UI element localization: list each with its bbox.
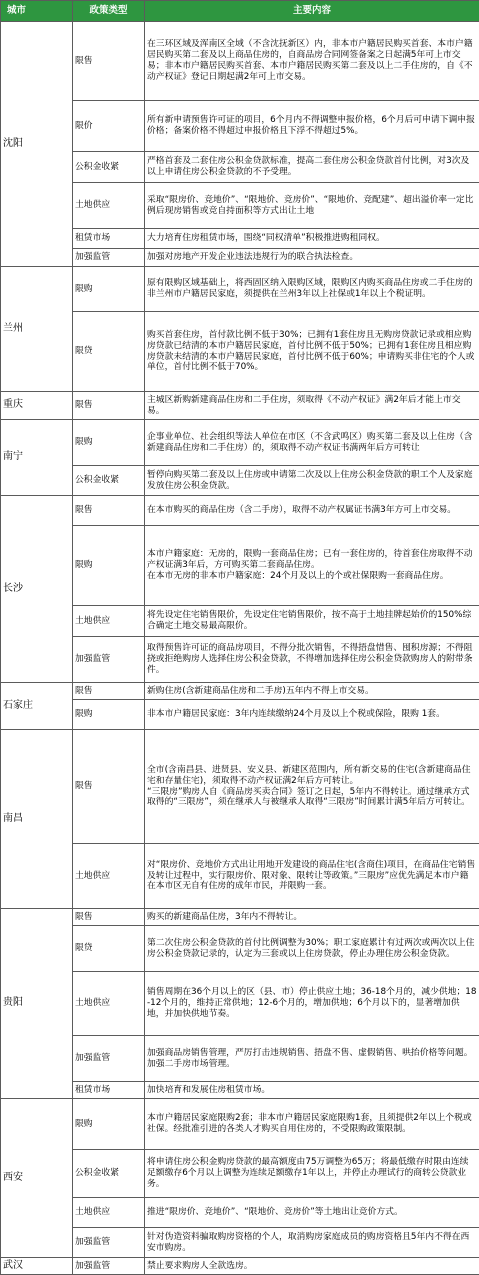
table-row xyxy=(1,152,479,183)
policy-type-cell: 土地供应 xyxy=(73,972,145,1036)
policy-type-cell: 限售 xyxy=(73,909,145,926)
table-row xyxy=(1,1082,479,1099)
policy-type-cell: 限购 xyxy=(73,1099,145,1150)
policy-type-cell: 公积金收紧 xyxy=(73,1150,145,1198)
policy-content-cell xyxy=(145,496,479,526)
policy-text: 将申请住房公积金购房贷款的最高额度由75万调整为65万；将最低缴存时限由连续足额缴存6个月以上调整为连续足额缴存1年以上，并停止办理试行的商转公贷款业务。 xyxy=(147,1157,477,1190)
policy-type-cell: 土地供应 xyxy=(73,844,145,909)
policy-content-cell xyxy=(145,183,479,229)
policy-content-cell xyxy=(145,152,479,183)
policy-text: 大力培育住房租赁市场，围绕“同权清单”积极推进购租同权。 xyxy=(147,233,477,244)
table-row xyxy=(1,1150,479,1198)
table-row xyxy=(1,312,479,392)
header-city: 城市 xyxy=(1,1,73,22)
policy-text: 严格首套及二套住房公积金贷款标准，提高二套住房公积金贷款首付比例，对3次及以上申请住房公积金贷款的不予受理。 xyxy=(147,156,477,178)
table-row xyxy=(1,101,479,152)
table-row xyxy=(1,526,479,606)
policy-text: 在本市购买的商品住房（含二手房），取得不动产权属证书满3年方可上市交易。 xyxy=(147,505,477,516)
policy-content-cell xyxy=(145,1099,479,1150)
policy-text: 推进“限房价、竞地价”、“限地价、竞房价”等土地出让竞价方式。 xyxy=(147,1207,477,1218)
header-main-content: 主要内容 xyxy=(145,1,479,22)
policy-content-cell xyxy=(145,730,479,844)
policy-type-cell: 公积金收紧 xyxy=(73,466,145,496)
table-row xyxy=(1,637,479,683)
policy-type-cell: 加强监管 xyxy=(73,1036,145,1082)
city-cell: 重庆 xyxy=(1,392,73,420)
table-row xyxy=(1,730,479,844)
policy-type-cell: 限购 xyxy=(73,526,145,606)
table-row xyxy=(1,229,479,249)
city-cell: 贵阳 xyxy=(1,909,73,1099)
policy-type-cell: 限购 xyxy=(73,420,145,466)
policy-content-cell xyxy=(145,267,479,312)
policy-text: 禁止要求购房人全款选房。 xyxy=(147,1261,477,1272)
table-row xyxy=(1,683,479,700)
policy-type-cell: 限售 xyxy=(73,392,145,420)
policy-text: 采取“限房价、竞地价”、“限地价、竞房价”、“限地价、竞配建”、超出溢价率一定比例后现房销售或竞自持面积等方式出让土地 xyxy=(147,195,477,217)
policy-type-cell: 限贷 xyxy=(73,926,145,972)
policy-text: 针对伪造资料骗取购房资格的个人，取消购房家庭成员的购房资格且5年内不得在西安市购房。 xyxy=(147,1232,477,1254)
policy-text: 取得预售许可证的商品房项目，不得分批次销售，不得捂盘惜售、囤积房源；不得阻挠或拒绝购房人选择住房公积金贷款，不得增加选择住房公积金贷款购房人的附带条件。 xyxy=(147,643,477,676)
table-row xyxy=(1,844,479,909)
policy-text: 本市户籍居民家庭限购2套；非本市户籍居民家庭限购1套，且须提供2年以上个税或社保。经批准引进的各类人才购买自用住房的，不受限购政策限制。 xyxy=(147,1113,477,1135)
table-row xyxy=(1,700,479,730)
city-cell: 武汉 xyxy=(1,1258,73,1275)
policy-text: 将先设定住宅销售限价，先设定住宅销售限价，按不高于土地挂牌起始价的150%综合确定土地交易最高限价。 xyxy=(147,610,477,632)
policy-content-cell xyxy=(145,972,479,1036)
policy-type-cell: 加强监管 xyxy=(73,1258,145,1275)
policy-text: 购买首套住房，首付款比例不低于30%；已拥有1套住房且无购房贷款记录或相应购房贷款已结清的本市户籍居民家庭，首付比例不低于50%；已拥有1套住房且相应购房贷款未结清的本市户籍居民家庭，首付比例不低于60%；申请购买非住宅的个人或单位，首付比例不低于70%。 xyxy=(147,330,477,374)
policy-text: 第二次住房公积金贷款的首付比例调整为30%；职工家庭累计有过两次或两次以上住房公积金贷款记录的，认定为三套或以上住房贷款，停止办理住房公积金贷款。 xyxy=(147,938,477,960)
policy-text: 购买的新建商品住房，3年内不得转让。 xyxy=(147,912,477,923)
city-cell: 长沙 xyxy=(1,496,73,683)
table-row xyxy=(1,1258,479,1275)
policy-text: 销售周期在36个月以上的区（县、市）停止供应土地；36-18个月的，减少供地；18-12个月的，维持正常供地；12-6个月的，增加供地；6个月以下的，显著增加供地，并加快供地节奏。 xyxy=(147,987,477,1020)
policy-content-cell xyxy=(145,926,479,972)
table-row xyxy=(1,183,479,229)
city-cell: 南宁 xyxy=(1,420,73,496)
city-cell: 南昌 xyxy=(1,730,73,909)
policy-text: 暂停向购买第二套及以上住房或申请第二次及以上住房公积金贷款的职工个人及家庭发放住房公积金贷款。 xyxy=(147,470,477,492)
policy-content-cell xyxy=(145,392,479,420)
policy-content-cell xyxy=(145,526,479,606)
table-header-row xyxy=(1,1,479,22)
table-row xyxy=(1,926,479,972)
table-row xyxy=(1,909,479,926)
policy-type-cell: 租赁市场 xyxy=(73,1082,145,1099)
policy-content-cell xyxy=(145,1198,479,1228)
policy-content-cell xyxy=(145,22,479,101)
table-row xyxy=(1,392,479,420)
policy-content-cell xyxy=(145,1150,479,1198)
policy-type-cell: 加强监管 xyxy=(73,637,145,683)
policy-content-cell xyxy=(145,909,479,926)
policy-text: 对“限房价、竞地价方式出让用地开发建设的商品住宅(含商住)项目，在商品住宅销售及转让过程中，实行限房价、限对象、限转让等政策。”三限房”应优先满足本市户籍在本市区无自有住房的成年市民，并限购一套。 xyxy=(147,860,477,893)
table-row xyxy=(1,606,479,637)
policy-text: 在本市无房的非本市户籍家庭：24个月及以上的个或社保限购一套商品住房。 xyxy=(147,571,477,582)
table-row xyxy=(1,972,479,1036)
policy-type-cell: 限售 xyxy=(73,730,145,844)
policy-type-cell: 限售 xyxy=(73,22,145,101)
policy-content-cell xyxy=(145,1036,479,1082)
policy-content-cell xyxy=(145,1258,479,1275)
policy-text: 主城区新购新建商品住房和二手住房，须取得《不动产权证》满2年后才能上市交易。 xyxy=(147,395,477,417)
city-cell: 石家庄 xyxy=(1,683,73,730)
policy-type-cell: 土地供应 xyxy=(73,606,145,637)
header-policy-type: 政策类型 xyxy=(73,1,145,22)
policy-type-cell: 土地供应 xyxy=(73,183,145,229)
policy-text: 在三环区域及浑南区全域（不含沈抚新区）内，非本市户籍居民购买首套、本市户籍居民购买第二套及以上商品住房的，自商品房合同网签备案之日起满5年可上市交易；非本市户籍居民购买首套、本市户籍居民购买第二套及以上二手住房的，自《不动产权证》登记日期起满2年可上市交易。 xyxy=(147,39,477,83)
policy-type-cell: 公积金收紧 xyxy=(73,152,145,183)
table-row xyxy=(1,420,479,466)
policy-text: 加强对房地产开发企业违法违规行为的联合执法检查。 xyxy=(147,252,477,263)
policy-type-cell: 土地供应 xyxy=(73,1198,145,1228)
policy-content-cell xyxy=(145,844,479,909)
policy-text: 全市(含南昌县、进贤县、安义县、新建区范围内，所有新交易的住宅(含新建商品住宅和存量住宅)，须取得不动产权证满2年后方可转让。 xyxy=(147,765,477,787)
policy-content-cell xyxy=(145,1228,479,1258)
table-row xyxy=(1,267,479,312)
city-cell: 兰州 xyxy=(1,267,73,392)
policy-content-cell xyxy=(145,249,479,267)
policy-text: 原有限购区域基础上，将西固区纳入限购区域，限购区内购买商品住房或二手住房的非兰州市户籍居民家庭，须提供在兰州3年以上社保或1年以上个税证明。 xyxy=(147,278,477,300)
policy-text: “三限房”购房人自《商品房买卖合同》签订之日起，5年内不得转让。通过继承方式取得的“三限房”，须在继承人与被继承人取得“三限房”时间累计满5年后方可转让。 xyxy=(147,787,477,809)
policy-text: 加快培育和发展住房租赁市场。 xyxy=(147,1085,477,1096)
table-row xyxy=(1,1198,479,1228)
table-row xyxy=(1,1228,479,1258)
table-row xyxy=(1,22,479,101)
table-row xyxy=(1,1036,479,1082)
policy-content-cell xyxy=(145,700,479,730)
policy-text: 加强商品房销售管理，严厉打击违规销售、捂盘不售、虚假销售、哄抬价格等问题。加强二手房市场管理。 xyxy=(147,1048,477,1070)
table-row xyxy=(1,1099,479,1150)
policy-type-cell: 限售 xyxy=(73,683,145,700)
policy-type-cell: 限购 xyxy=(73,267,145,312)
policy-type-cell: 限售 xyxy=(73,496,145,526)
policy-text: 所有新申请预售许可证的项目，6个月内不得调整申报价格，6个月后可申请下调申报价格；备案价格不得超过申报价格且下浮不得超过5%。 xyxy=(147,115,477,137)
policy-text: 新购住房(含新建商品住房和二手房)五年内不得上市交易。 xyxy=(147,686,477,697)
policy-content-cell xyxy=(145,606,479,637)
policy-type-cell: 限购 xyxy=(73,700,145,730)
table-row xyxy=(1,496,479,526)
policy-content-cell xyxy=(145,683,479,700)
policy-content-cell xyxy=(145,420,479,466)
policy-text: 企事业单位、社会组织等法人单位在市区（不含武鸣区）购买第二套及以上住房（含新建商品住房和二手住房）的，须取得不动产权证书满两年后方可转让 xyxy=(147,432,477,454)
policy-text: 本市户籍家庭：无房的，限购一套商品住房；已有一套住房的，待首套住房取得不动产权证满3年后，方可购买第二套商品住房。 xyxy=(147,549,477,571)
policy-type-cell: 加强监管 xyxy=(73,1228,145,1258)
city-cell: 沈阳 xyxy=(1,22,73,267)
policy-type-cell: 限价 xyxy=(73,101,145,152)
policy-content-cell xyxy=(145,466,479,496)
policy-content-cell xyxy=(145,312,479,392)
policy-type-cell: 租赁市场 xyxy=(73,229,145,249)
policy-content-cell xyxy=(145,637,479,683)
policy-content-cell xyxy=(145,229,479,249)
policy-content-cell xyxy=(145,1082,479,1099)
policy-text: 非本市户籍居民家庭：3年内连续缴纳24个月及以上个税或保险，限购 1套。 xyxy=(147,709,477,720)
policy-type-cell: 加强监管 xyxy=(73,249,145,267)
policy-content-cell xyxy=(145,101,479,152)
policy-type-cell: 限贷 xyxy=(73,312,145,392)
table-row xyxy=(1,466,479,496)
table-row xyxy=(1,249,479,267)
city-cell: 西安 xyxy=(1,1099,73,1258)
